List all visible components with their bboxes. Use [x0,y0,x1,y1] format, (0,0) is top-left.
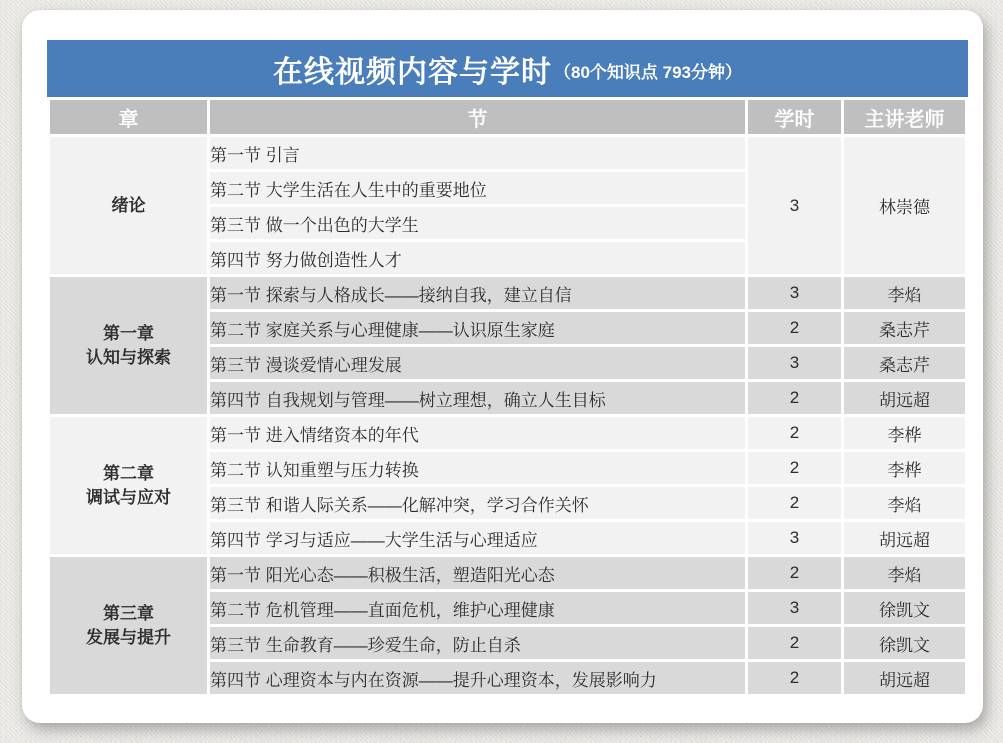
teacher-cell: 李焰 [844,487,965,519]
column-header-chapter: 章 [50,100,207,134]
hours-cell: 2 [748,662,841,694]
section-cell: 第四节 自我规划与管理——树立理想，确立人生目标 [210,382,745,414]
column-header-section: 节 [210,100,745,134]
section-cell: 第二节 家庭关系与心理健康——认识原生家庭 [210,312,745,344]
hours-cell: 2 [748,557,841,589]
teacher-cell: 胡远超 [844,382,965,414]
teacher-cell: 李焰 [844,557,965,589]
section-cell: 第三节 和谐人际关系——化解冲突，学习合作关怀 [210,487,745,519]
teacher-cell: 李桦 [844,452,965,484]
table-row [50,417,965,449]
teacher-cell: 胡远超 [844,522,965,554]
section-cell: 第四节 心理资本与内在资源——提升心理资本，发展影响力 [210,662,745,694]
column-header-hours: 学时 [748,100,841,134]
table-row [50,137,965,169]
hours-cell: 3 [748,522,841,554]
content-card [22,10,983,723]
section-cell: 第一节 引言 [210,137,745,169]
section-cell: 第三节 做一个出色的大学生 [210,207,745,239]
teacher-cell: 李桦 [844,417,965,449]
table-row [50,277,965,309]
chapter-cell: 绪论 [50,137,207,274]
header-row [50,100,965,134]
hours-cell: 3 [748,347,841,379]
hours-cell: 2 [748,487,841,519]
course-table-body [50,137,965,694]
section-cell: 第二节 认知重塑与压力转换 [210,452,745,484]
section-cell: 第一节 进入情绪资本的年代 [210,417,745,449]
teacher-cell: 桑志芹 [844,347,965,379]
chapter-cell: 第二章 调试与应对 [50,417,207,554]
hours-cell: 3 [748,592,841,624]
section-cell: 第三节 生命教育——珍爱生命，防止自杀 [210,627,745,659]
teacher-cell: 李焰 [844,277,965,309]
chapter-cell: 第三章 发展与提升 [50,557,207,694]
teacher-cell: 徐凯文 [844,592,965,624]
hours-cell: 2 [748,382,841,414]
column-header-teacher: 主讲老师 [844,100,965,134]
teacher-cell: 桑志芹 [844,312,965,344]
section-cell: 第一节 探索与人格成长——接纳自我，建立自信 [210,277,745,309]
hours-cell: 2 [748,312,841,344]
hours-cell: 3 [748,277,841,309]
chapter-cell: 第一章 认知与探索 [50,277,207,414]
teacher-cell: 林崇德 [844,137,965,274]
hours-cell: 2 [748,417,841,449]
page-subtitle: （80个知识点 793分钟） [554,63,742,82]
title-bar [47,40,968,97]
table-row [50,557,965,589]
course-table [47,97,968,697]
section-cell: 第二节 大学生活在人生中的重要地位 [210,172,745,204]
hours-cell: 2 [748,627,841,659]
hours-cell: 3 [748,137,841,274]
section-cell: 第二节 危机管理——直面危机，维护心理健康 [210,592,745,624]
section-cell: 第三节 漫谈爱情心理发展 [210,347,745,379]
section-cell: 第四节 努力做创造性人才 [210,242,745,274]
page-title: 在线视频内容与学时 [273,55,552,89]
teacher-cell: 胡远超 [844,662,965,694]
section-cell: 第四节 学习与适应——大学生活与心理适应 [210,522,745,554]
teacher-cell: 徐凯文 [844,627,965,659]
section-cell: 第一节 阳光心态——积极生活，塑造阳光心态 [210,557,745,589]
table-container [47,40,968,697]
hours-cell: 2 [748,452,841,484]
